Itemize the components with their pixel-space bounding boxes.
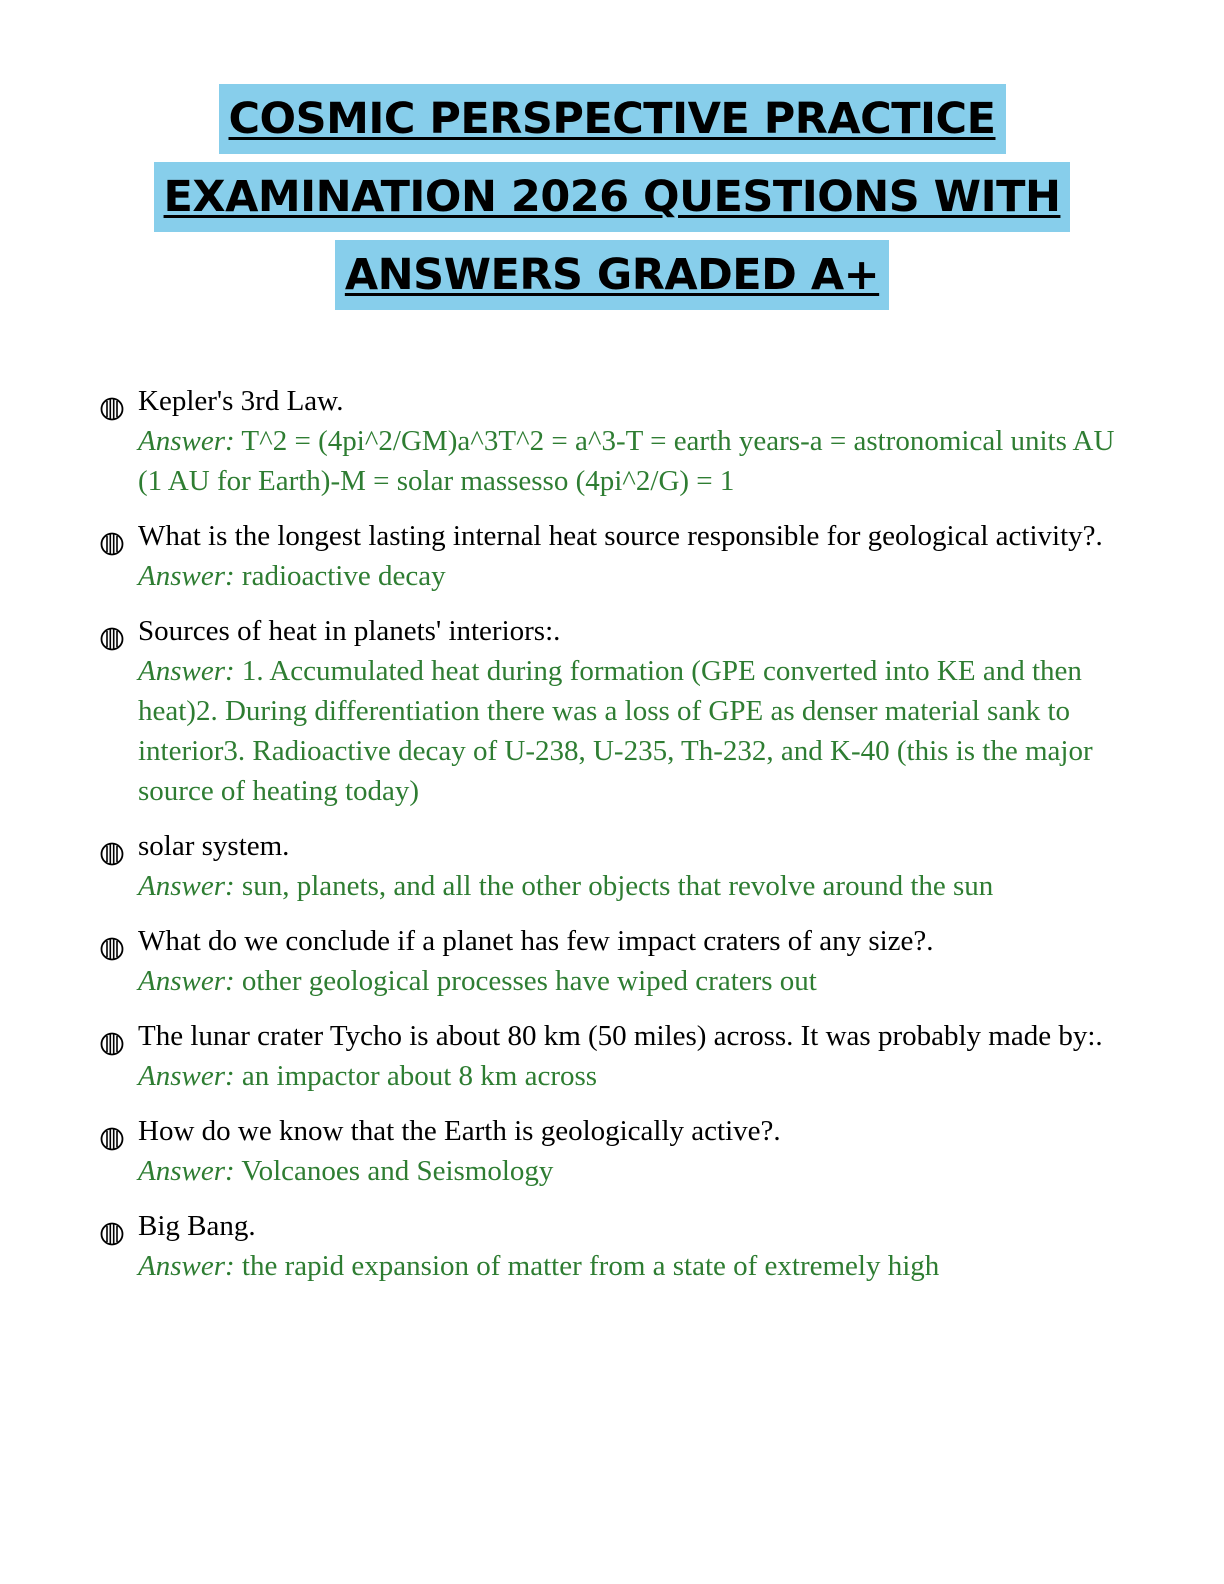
question-text: Big Bang.: [138, 1210, 256, 1242]
answer-block: [138, 1246, 1128, 1286]
answer-block: [138, 556, 1128, 596]
answer-text: sun, planets, and all the other objects that revolve around the sun: [241, 870, 994, 902]
answer-text: the rapid expansion of matter from a state of extremely high: [241, 1250, 940, 1282]
title-line-2: EXAMINATION 2026 QUESTIONS WITH: [154, 162, 1071, 232]
striped-circle-icon: [100, 1027, 124, 1051]
striped-circle-icon: [100, 392, 124, 416]
striped-circle-icon: [100, 622, 124, 646]
question-text: How do we know that the Earth is geologically active?.: [138, 1115, 781, 1147]
answer-block: [138, 651, 1128, 811]
qa-item: [98, 826, 1128, 906]
question-text: Sources of heat in planets' interiors:.: [138, 615, 561, 647]
qa-item: [98, 1016, 1128, 1096]
striped-circle-icon: [100, 1122, 124, 1146]
answer-block: [138, 421, 1128, 501]
answer-label: Answer:: [138, 1250, 235, 1282]
qa-item: [98, 611, 1128, 811]
answer-label: Answer:: [138, 560, 235, 592]
striped-circle-icon: [100, 527, 124, 551]
question-text: What is the longest lasting internal heat source responsible for geological activity?.: [138, 520, 1103, 552]
qa-list: [98, 381, 1128, 1301]
answer-text: 1. Accumulated heat during formation (GPE converted into KE and then heat)2. During differentiation there was a loss of GPE as denser material sank to interior3. Radioactive decay of U-238, U-235, Th-232, and K-40 (this is the major source of heating today): [138, 655, 1093, 807]
question-text: What do we conclude if a planet has few impact craters of any size?.: [138, 925, 934, 957]
qa-item: [98, 1111, 1128, 1191]
answer-text: other geological processes have wiped craters out: [241, 965, 817, 997]
qa-item: [98, 516, 1128, 596]
striped-circle-icon: [100, 932, 124, 956]
answer-text: T^2 = (4pi^2/GM)a^3T^2 = a^3-T = earth years-a = astronomical units AU (1 AU for Earth)-M = solar massesso (4pi^2/G) = 1: [138, 425, 1115, 497]
striped-circle-icon: [100, 1217, 124, 1241]
question-text: solar system.: [138, 830, 290, 862]
answer-block: [138, 1056, 1128, 1096]
answer-label: Answer:: [138, 1155, 235, 1187]
answer-block: [138, 961, 1128, 1001]
document-title: [0, 84, 1224, 318]
qa-item: [98, 921, 1128, 1001]
answer-block: [138, 1151, 1128, 1191]
answer-block: [138, 866, 1128, 906]
qa-item: [98, 381, 1128, 501]
qa-item: [98, 1206, 1128, 1286]
title-line-1: COSMIC PERSPECTIVE PRACTICE: [219, 84, 1006, 154]
answer-label: Answer:: [138, 425, 235, 457]
question-text: Kepler's 3rd Law.: [138, 385, 344, 417]
striped-circle-icon: [100, 837, 124, 861]
answer-label: Answer:: [138, 655, 235, 687]
title-line-3: ANSWERS GRADED A+: [335, 240, 889, 310]
answer-text: an impactor about 8 km across: [241, 1060, 598, 1092]
answer-text: radioactive decay: [241, 560, 446, 592]
answer-label: Answer:: [138, 1060, 235, 1092]
answer-label: Answer:: [138, 870, 235, 902]
question-text: The lunar crater Tycho is about 80 km (50 miles) across. It was probably made by:.: [138, 1020, 1103, 1052]
answer-label: Answer:: [138, 965, 235, 997]
answer-text: Volcanoes and Seismology: [241, 1155, 554, 1187]
